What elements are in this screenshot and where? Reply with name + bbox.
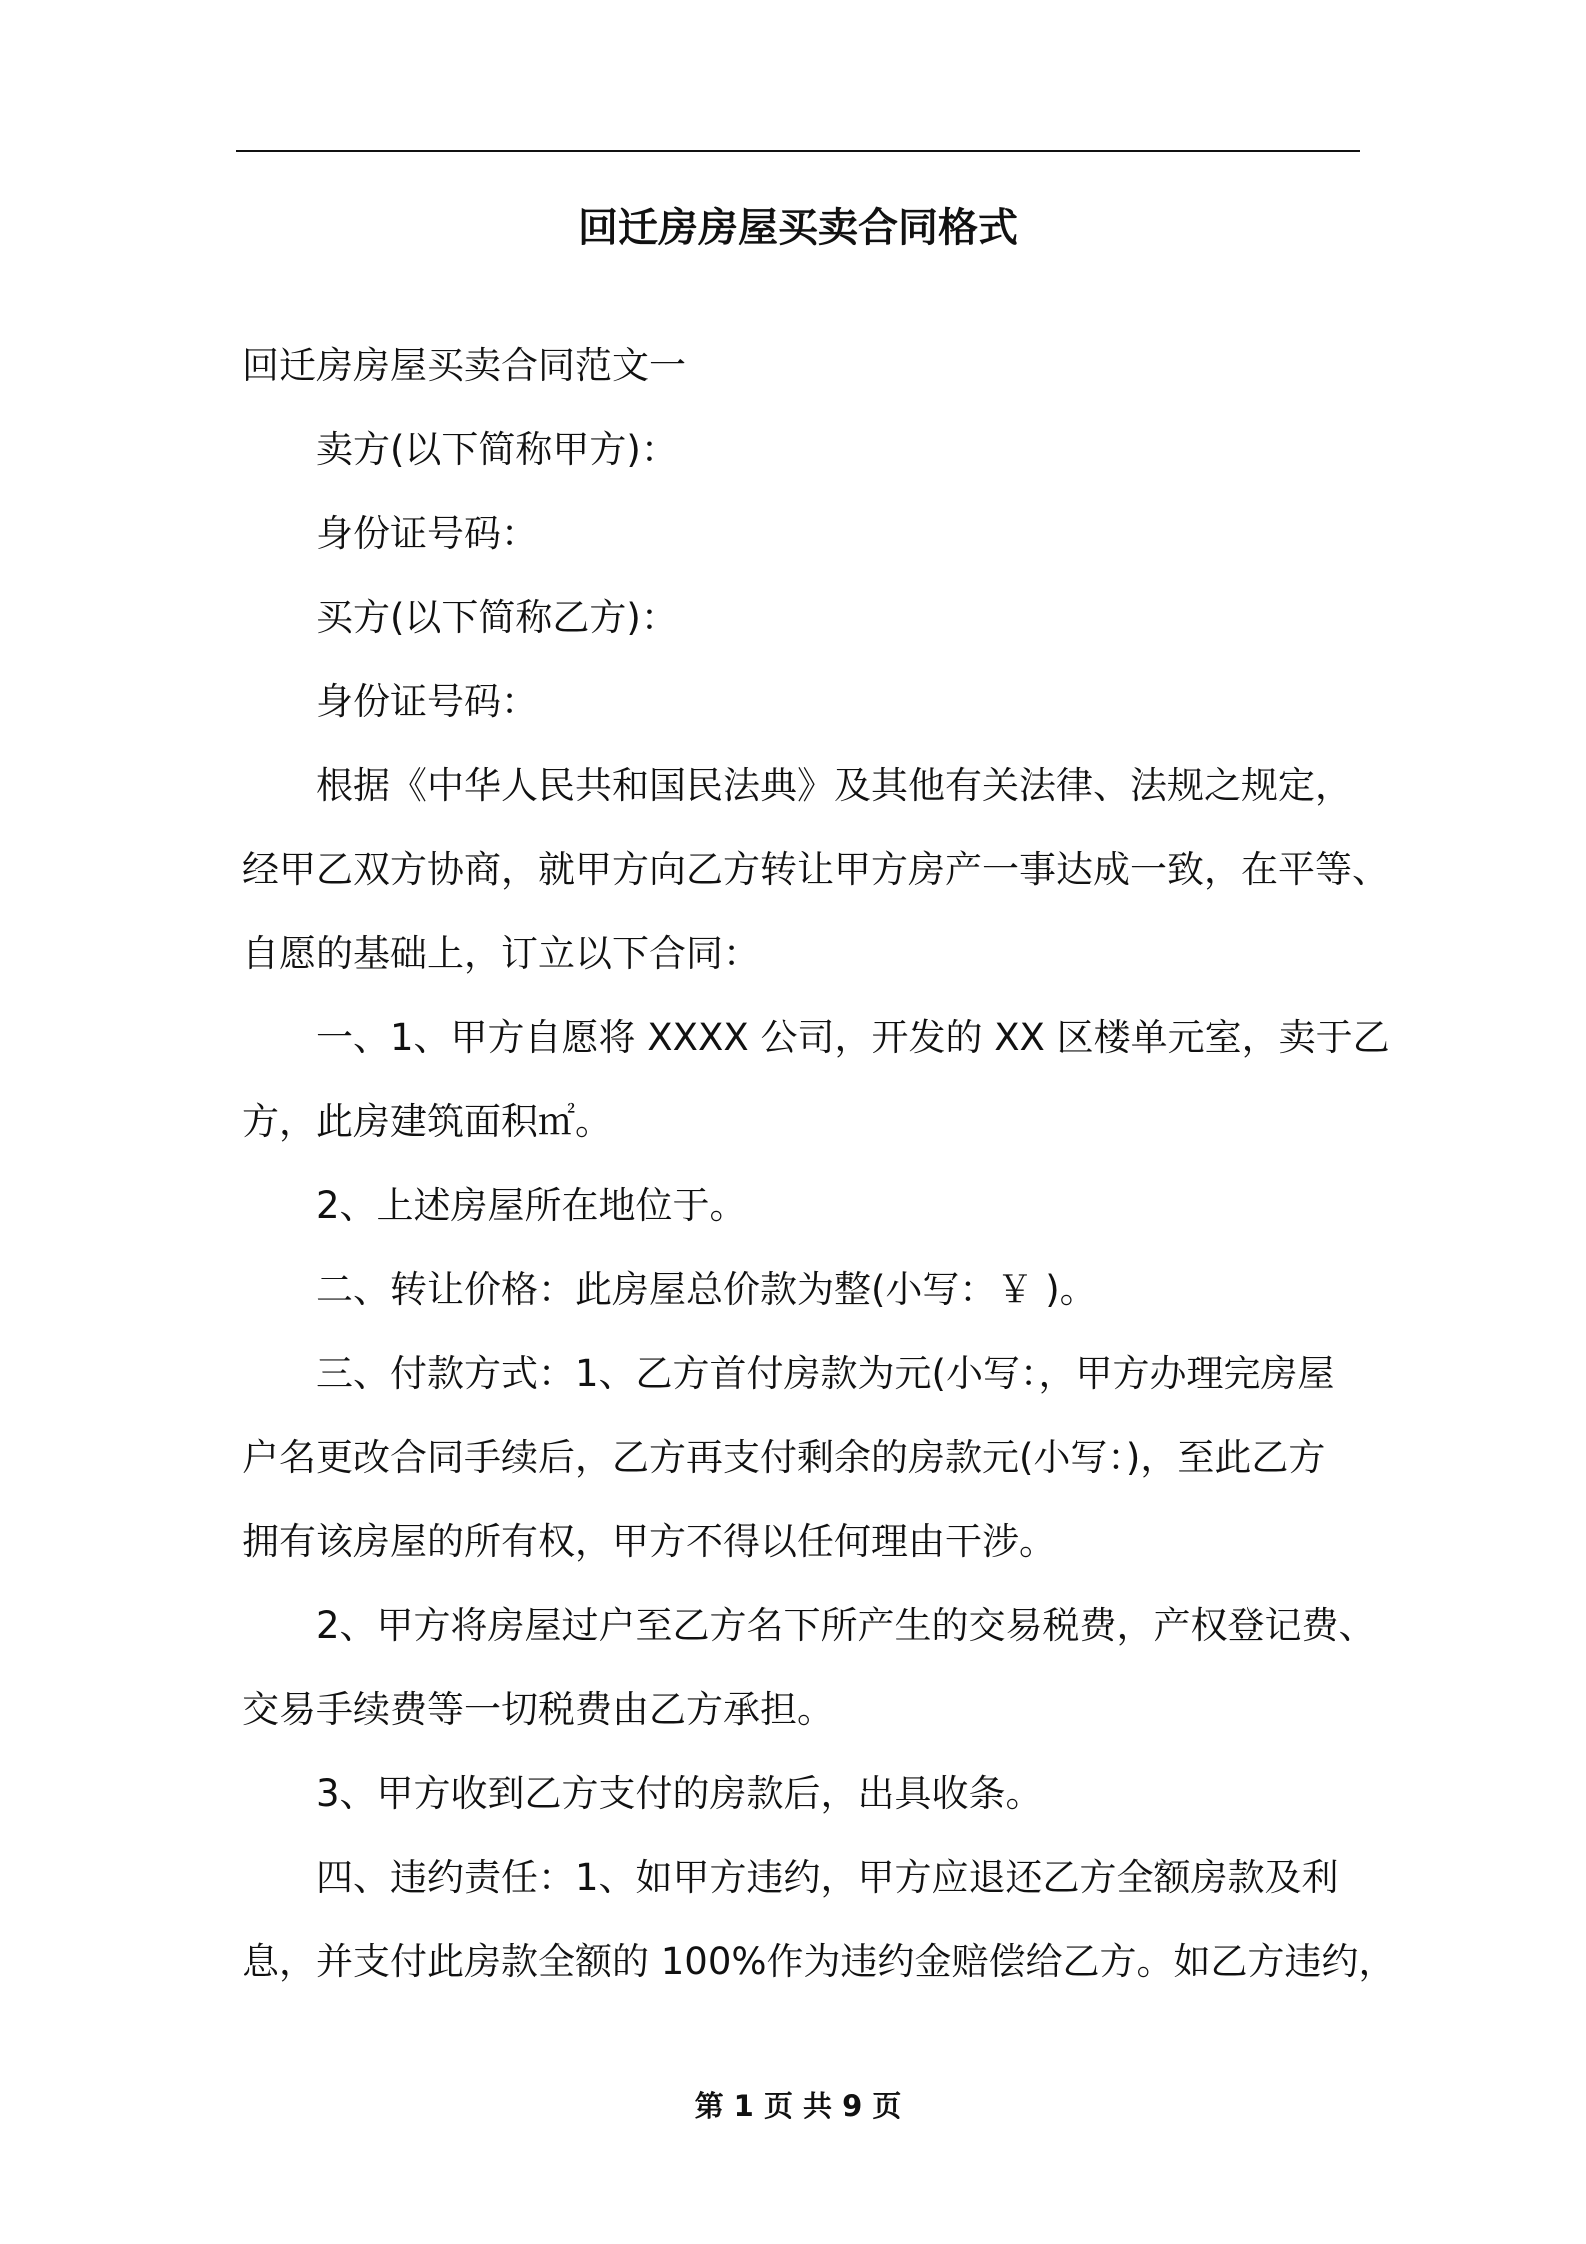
seller-id-field: 身份证号码： (316, 512, 538, 555)
buyer-field: 买方(以下简称乙方)： (316, 596, 678, 639)
body-line: 3、甲方收到乙方支付的房款后，出具收条。 (316, 1772, 1043, 1815)
body-line: 拥有该房屋的所有权，甲方不得以任何理由干涉。 (242, 1520, 1056, 1563)
seller-field: 卖方(以下简称甲方)： (316, 428, 678, 471)
body-line: 经甲乙双方协商，就甲方向乙方转让甲方房产一事达成一致，在平等、 (242, 848, 1389, 891)
buyer-id-field: 身份证号码： (316, 680, 538, 723)
body-line: 方，此房建筑面积㎡。 (242, 1100, 612, 1143)
document-title: 回迁房房屋买卖合同格式 (578, 205, 1018, 251)
body-line: 根据《中华人民共和国民法典》及其他有关法律、法规之规定， (316, 764, 1352, 807)
document-body (242, 324, 1396, 2004)
body-line: 2、甲方将房屋过户至乙方名下所产生的交易税费，产权登记费、 (316, 1604, 1376, 1647)
body-line: 交易手续费等一切税费由乙方承担。 (242, 1688, 834, 1731)
section-heading: 回迁房房屋买卖合同范文一 (242, 344, 686, 387)
header-rule (236, 150, 1360, 152)
body-line: 四、违约责任：1、如甲方违约，甲方应退还乙方全额房款及利 (316, 1856, 1339, 1899)
body-line: 三、付款方式：1、乙方首付房款为元(小写：，甲方办理完房屋 (316, 1352, 1335, 1395)
body-line: 户名更改合同手续后，乙方再支付剩余的房款元(小写：)，至此乙方 (242, 1436, 1326, 1479)
page-number: 第 1 页 共 9 页 (694, 2089, 902, 2123)
body-line: 2、上述房屋所在地位于。 (316, 1184, 747, 1227)
body-line: 二、转让价格：此房屋总价款为整(小写：￥ )。 (316, 1268, 1097, 1311)
body-line: 一、1、甲方自愿将 XXXX 公司，开发的 XX 区楼单元室，卖于乙 (316, 1016, 1390, 1059)
body-line: 自愿的基础上，订立以下合同： (242, 932, 760, 975)
body-line: 息，并支付此房款全额的 100%作为违约金赔偿给乙方。如乙方违约， (242, 1940, 1396, 1983)
